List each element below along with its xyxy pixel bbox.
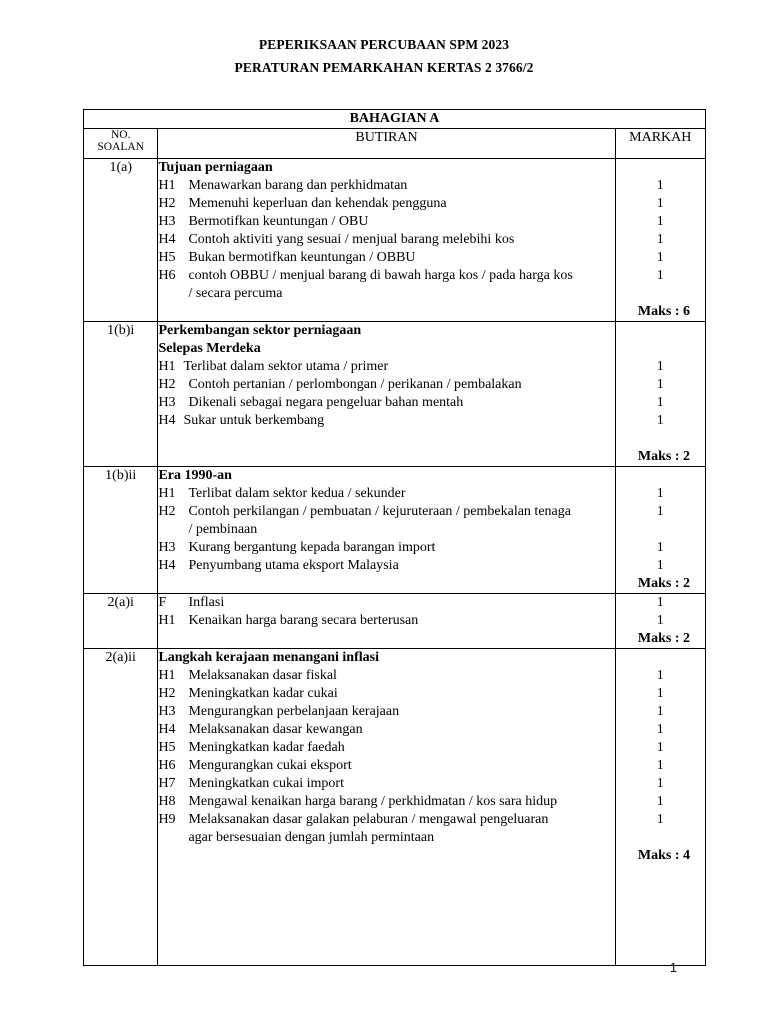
- mark-value: 1: [656, 613, 664, 628]
- point-code: H1: [158, 486, 176, 501]
- table-row: [84, 649, 706, 966]
- answer-details: [158, 467, 615, 594]
- point-text: Inflasi: [188, 595, 225, 610]
- marking-scheme-table: [83, 109, 706, 966]
- mark-value: 1: [656, 740, 664, 755]
- answer-point: [158, 249, 614, 267]
- point-code: H2: [158, 196, 176, 211]
- answer-point: [158, 376, 614, 394]
- max-marks: Maks : 2: [637, 449, 690, 464]
- row-heading: Langkah kerajaan menangani inflasi: [158, 650, 379, 665]
- document-title: PEPERIKSAAN PERCUBAAN SPM 2023: [258, 37, 510, 52]
- answer-point: [158, 594, 614, 612]
- answer-point: [158, 612, 614, 630]
- point-text: / secara percuma: [188, 286, 283, 301]
- mark-value: 1: [656, 686, 664, 701]
- mark-value: 1: [656, 232, 664, 247]
- answer-point: [158, 485, 614, 503]
- answer-details: [158, 159, 615, 322]
- point-text: Melaksanakan dasar galakan pelaburan / mengawal pengeluaran: [188, 812, 549, 827]
- table-row: [84, 322, 706, 467]
- table-row: [84, 159, 706, 322]
- point-text: Terlibat dalam sektor kedua / sekunder: [188, 486, 406, 501]
- point-text: agar bersesuaian dengan jumlah permintaan: [188, 830, 435, 845]
- document-subtitle: PERATURAN PEMARKAHAN KERTAS 2 3766/2: [234, 60, 534, 75]
- point-code: H5: [158, 740, 176, 755]
- mark-value: 1: [656, 776, 664, 791]
- point-code: H1: [158, 359, 176, 374]
- answer-point: [158, 703, 614, 721]
- answer-point: [158, 358, 614, 376]
- marks-cell: [615, 467, 705, 594]
- point-text: Sukar untuk berkembang: [183, 413, 325, 428]
- point-text: Melaksanakan dasar kewangan: [188, 722, 363, 737]
- point-code: H6: [158, 758, 176, 773]
- max-marks: Maks : 4: [637, 848, 690, 863]
- point-text: Terlibat dalam sektor utama / primer: [183, 359, 389, 374]
- point-text: Kurang bergantung kepada barangan import: [188, 540, 436, 555]
- row-heading: Era 1990-an: [158, 468, 232, 483]
- point-code: H8: [158, 794, 176, 809]
- point-text: Memenuhi keperluan dan kehendak pengguna: [188, 196, 447, 211]
- marks-cell: [615, 649, 705, 966]
- point-code: H9: [158, 812, 176, 827]
- mark-value: 1: [656, 395, 664, 410]
- point-text: Contoh aktiviti yang sesuai / menjual barang melebihi kos: [188, 232, 515, 247]
- point-text: Mengawal kenaikan harga barang / perkhidmatan / kos sara hidup: [188, 794, 558, 809]
- point-text: Meningkatkan kadar cukai: [188, 686, 338, 701]
- mark-value: 1: [656, 178, 664, 193]
- point-code: H2: [158, 377, 176, 392]
- section-title: BAHAGIAN A: [84, 110, 706, 129]
- row-subheading: Selepas Merdeka: [158, 341, 261, 356]
- point-text: Penyumbang utama eksport Malaysia: [188, 558, 399, 573]
- mark-value: 1: [656, 413, 664, 428]
- point-text: Dikenali sebagai negara pengeluar bahan mentah: [188, 395, 464, 410]
- mark-value: 1: [656, 250, 664, 265]
- column-header-markah: MARKAH: [615, 129, 705, 159]
- point-text: Meningkatkan kadar faedah: [188, 740, 345, 755]
- answer-point: [158, 412, 614, 430]
- answer-point-continuation: [158, 521, 614, 539]
- column-header-no-line2: SOALAN: [97, 141, 145, 153]
- answer-point: [158, 394, 614, 412]
- point-code: H4: [158, 722, 176, 737]
- answer-point: [158, 685, 614, 703]
- answer-point: [158, 557, 614, 575]
- question-number: 1(a): [84, 159, 158, 322]
- point-code: H1: [158, 613, 176, 628]
- mark-value: 1: [656, 540, 664, 555]
- point-code: H3: [158, 704, 176, 719]
- point-text: Menawarkan barang dan perkhidmatan: [188, 178, 408, 193]
- marks-cell: [615, 322, 705, 467]
- point-code: H3: [158, 540, 176, 555]
- column-header-no: [84, 129, 158, 159]
- point-text: contoh OBBU / menjual barang di bawah harga kos / pada harga kos: [188, 268, 573, 283]
- mark-value: 1: [656, 758, 664, 773]
- point-text: Bermotifkan keuntungan / OBU: [188, 214, 369, 229]
- point-code: H4: [158, 232, 176, 247]
- mark-value: 1: [656, 359, 664, 374]
- mark-value: 1: [656, 196, 664, 211]
- point-code: H2: [158, 686, 176, 701]
- mark-value: 1: [656, 595, 664, 610]
- point-text: Contoh pertanian / perlombongan / perikanan / pembalakan: [188, 377, 522, 392]
- answer-point-continuation: [158, 829, 614, 847]
- answer-point: [158, 757, 614, 775]
- question-number: 2(a)ii: [84, 649, 158, 966]
- answer-point: [158, 721, 614, 739]
- question-number: 1(b)i: [84, 322, 158, 467]
- mark-value: 1: [656, 268, 664, 283]
- point-code: H3: [158, 395, 176, 410]
- mark-value: 1: [656, 668, 664, 683]
- answer-point: [158, 213, 614, 231]
- answer-point: [158, 775, 614, 793]
- marks-cell: [615, 159, 705, 322]
- answer-point: [158, 539, 614, 557]
- table-row: [84, 594, 706, 649]
- point-text: Kenaikan harga barang secara berterusan: [188, 613, 419, 628]
- point-code: H6: [158, 268, 176, 283]
- answer-point: [158, 231, 614, 249]
- point-code: F: [158, 595, 167, 610]
- max-marks: Maks : 2: [637, 576, 690, 591]
- page-number: 1: [670, 961, 677, 975]
- point-text: Meningkatkan cukai import: [188, 776, 344, 791]
- row-heading: Tujuan perniagaan: [158, 160, 273, 175]
- answer-point: [158, 667, 614, 685]
- mark-value: 1: [656, 558, 664, 573]
- answer-point: [158, 811, 614, 829]
- point-text: / pembinaan: [188, 522, 258, 537]
- column-header-no-line1: NO.: [110, 129, 131, 141]
- table-row: [84, 467, 706, 594]
- point-code: H1: [158, 178, 176, 193]
- answer-point: [158, 195, 614, 213]
- answer-point: [158, 739, 614, 757]
- mark-value: 1: [656, 704, 664, 719]
- mark-value: 1: [656, 377, 664, 392]
- answer-details: [158, 649, 615, 966]
- point-code: H5: [158, 250, 176, 265]
- point-code: H4: [158, 558, 176, 573]
- point-code: H2: [158, 504, 176, 519]
- mark-value: 1: [656, 722, 664, 737]
- answer-details: [158, 322, 615, 467]
- point-text: Bukan bermotifkan keuntungan / OBBU: [188, 250, 416, 265]
- mark-value: 1: [656, 812, 664, 827]
- answer-point: [158, 503, 614, 521]
- column-header-butiran: BUTIRAN: [158, 129, 615, 159]
- point-code: H3: [158, 214, 176, 229]
- point-code: H7: [158, 776, 176, 791]
- mark-value: 1: [656, 486, 664, 501]
- question-number: 2(a)i: [84, 594, 158, 649]
- mark-value: 1: [656, 504, 664, 519]
- question-number: 1(b)ii: [84, 467, 158, 594]
- marks-cell: [615, 594, 705, 649]
- answer-point: [158, 177, 614, 195]
- answer-point-continuation: [158, 285, 614, 303]
- point-text: Mengurangkan cukai eksport: [188, 758, 352, 773]
- mark-value: 1: [656, 214, 664, 229]
- max-marks: Maks : 6: [637, 304, 690, 319]
- answer-point: [158, 793, 614, 811]
- mark-value: 1: [656, 794, 664, 809]
- answer-details: [158, 594, 615, 649]
- max-marks: Maks : 2: [637, 631, 690, 646]
- point-text: Contoh perkilangan / pembuatan / kejuruteraan / pembekalan tenaga: [188, 504, 571, 519]
- point-code: H4: [158, 413, 176, 428]
- answer-point: [158, 267, 614, 285]
- row-heading: Perkembangan sektor perniagaan: [158, 323, 362, 338]
- point-code: H1: [158, 668, 176, 683]
- point-text: Mengurangkan perbelanjaan kerajaan: [188, 704, 400, 719]
- point-text: Melaksanakan dasar fiskal: [188, 668, 337, 683]
